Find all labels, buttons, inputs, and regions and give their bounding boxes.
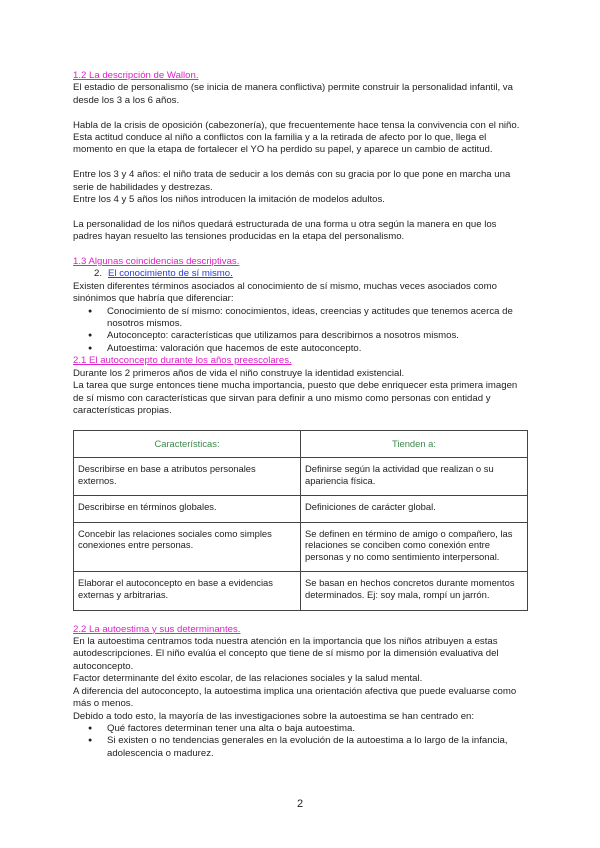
paragraph: Existen diferentes términos asociados al conocimiento de sí mismo, muchas veces asociados como sinónimos que habría que diferenciar: bbox=[73, 280, 497, 305]
list-item: ● Autoestima: valoración que hacemos de este autoconcepto. bbox=[73, 343, 528, 355]
table-cell: Definiciones de carácter global. bbox=[301, 496, 528, 523]
document-page bbox=[73, 70, 528, 760]
paragraph: Habla de la crisis de oposición (cabezonería), que frecuentemente hace tensa la convivencia con el niño. Esta actitud conduce al niño a conflictos con la familia y a la retirada de afecto por lo que, llega el momento en que la etapa de fortalecer el YO ha perdido su papel, y aparece un cambio de actitud. bbox=[73, 119, 520, 156]
table-cell: Se definen en término de amigo o compañero, las relaciones se conciben como conexión entre personas y no como sentimiento interpersonal. bbox=[301, 522, 528, 572]
list-item: ● Si existen o no tendencias generales en la evolución de la autoestima a lo largo de la infancia, adolescencia o madurez. bbox=[73, 735, 528, 760]
page-number: 2 bbox=[296, 798, 304, 810]
table-cell: Describirse en base a atributos personales externos. bbox=[74, 457, 301, 495]
paragraph: Durante los 2 primeros años de vida el niño construye la identidad existencial. bbox=[73, 367, 405, 379]
paragraph: La tarea que surge entonces tiene mucha importancia, puesto que debe enriquecer esta primera imagen de sí mismo con características que sirvan para definir a uno mismo como personas con entidad y características propias. bbox=[73, 380, 518, 416]
subsection-title: El conocimiento de sí mismo. bbox=[108, 268, 233, 280]
list-item: ● Conocimiento de sí mismo: conocimientos, ideas, creencias y actitudes que tenemos acerca de nosotros mismos. bbox=[73, 306, 528, 331]
list-item: ● Qué factores determinan tener una alta o baja autoestima. bbox=[73, 723, 528, 735]
paragraph: Debido a todo esto, la mayoría de las investigaciones sobre la autoestima se han centrado en: bbox=[73, 710, 475, 722]
section-heading-1-2: 1.2 La descripción de Wallon. bbox=[73, 70, 199, 81]
paragraph: Entre los 3 y 4 años: el niño trata de seducir a los demás con su gracia por lo que pone en marcha una serie de habilidades y destrezas. bbox=[73, 169, 511, 193]
table-header-cell: Tienden a: bbox=[301, 431, 528, 458]
paragraph: En la autoestima centramos toda nuestra atención en la importancia que los niños atribuyen a estas autodescripciones. El niño evalúa el concepto que tiene de sí mismo por la dimensión evaluativa del autoconcepto. bbox=[73, 636, 499, 672]
paragraph: Factor determinante del éxito escolar, de las relaciones sociales y la salud mental. bbox=[73, 673, 423, 685]
section-heading-2-1: 2.1 El autoconcepto durante los años preescolares. bbox=[73, 355, 292, 367]
section-heading-1-3: 1.3 Algunas coincidencias descriptivas. bbox=[73, 256, 240, 268]
section-heading-2-2: 2.2 La autoestima y sus determinantes. bbox=[73, 623, 241, 635]
subsection-heading bbox=[73, 268, 528, 280]
paragraph: El estadio de personalismo (se inicia de manera conflictiva) permite construir la personalidad infantil, va desde los 3 a los 6 años. bbox=[73, 82, 513, 106]
table-header-row bbox=[74, 431, 528, 458]
table-cell: Describirse en términos globales. bbox=[74, 496, 301, 523]
paragraph: A diferencia del autoconcepto, la autoestima implica una orientación afectiva que puede evaluarse como más o menos. bbox=[73, 685, 517, 710]
table-header-cell: Características: bbox=[74, 431, 301, 458]
table-cell: Concebir las relaciones sociales como simples conexiones entre personas. bbox=[74, 522, 301, 572]
characteristics-table bbox=[73, 430, 528, 610]
list-item: ● Autoconcepto: características que utilizamos para describirnos a nosotros mismos. bbox=[73, 330, 528, 342]
bullet-list bbox=[73, 723, 528, 760]
bullet-list bbox=[73, 306, 528, 356]
table-row bbox=[74, 522, 528, 572]
subsection-number: 2. bbox=[94, 268, 103, 280]
table-cell: Elaborar el autoconcepto en base a evidencias externas y arbitrarias. bbox=[74, 572, 301, 610]
paragraph: Entre los 4 y 5 años los niños introducen la imitación de modelos adultos. bbox=[73, 194, 385, 206]
table-cell: Se basan en hechos concretos durante momentos determinados. Ej: soy mala, rompí un jarrón. bbox=[301, 572, 528, 610]
table-row bbox=[74, 496, 528, 523]
paragraph: La personalidad de los niños quedará estructurada de una forma u otra según la manera en que los padres hayan resuelto las tensiones producidas en la etapa del personalismo. bbox=[73, 218, 497, 243]
table-cell: Definirse según la actividad que realizan o su apariencia física. bbox=[301, 457, 528, 495]
table-row bbox=[74, 457, 528, 495]
table-row bbox=[74, 572, 528, 610]
